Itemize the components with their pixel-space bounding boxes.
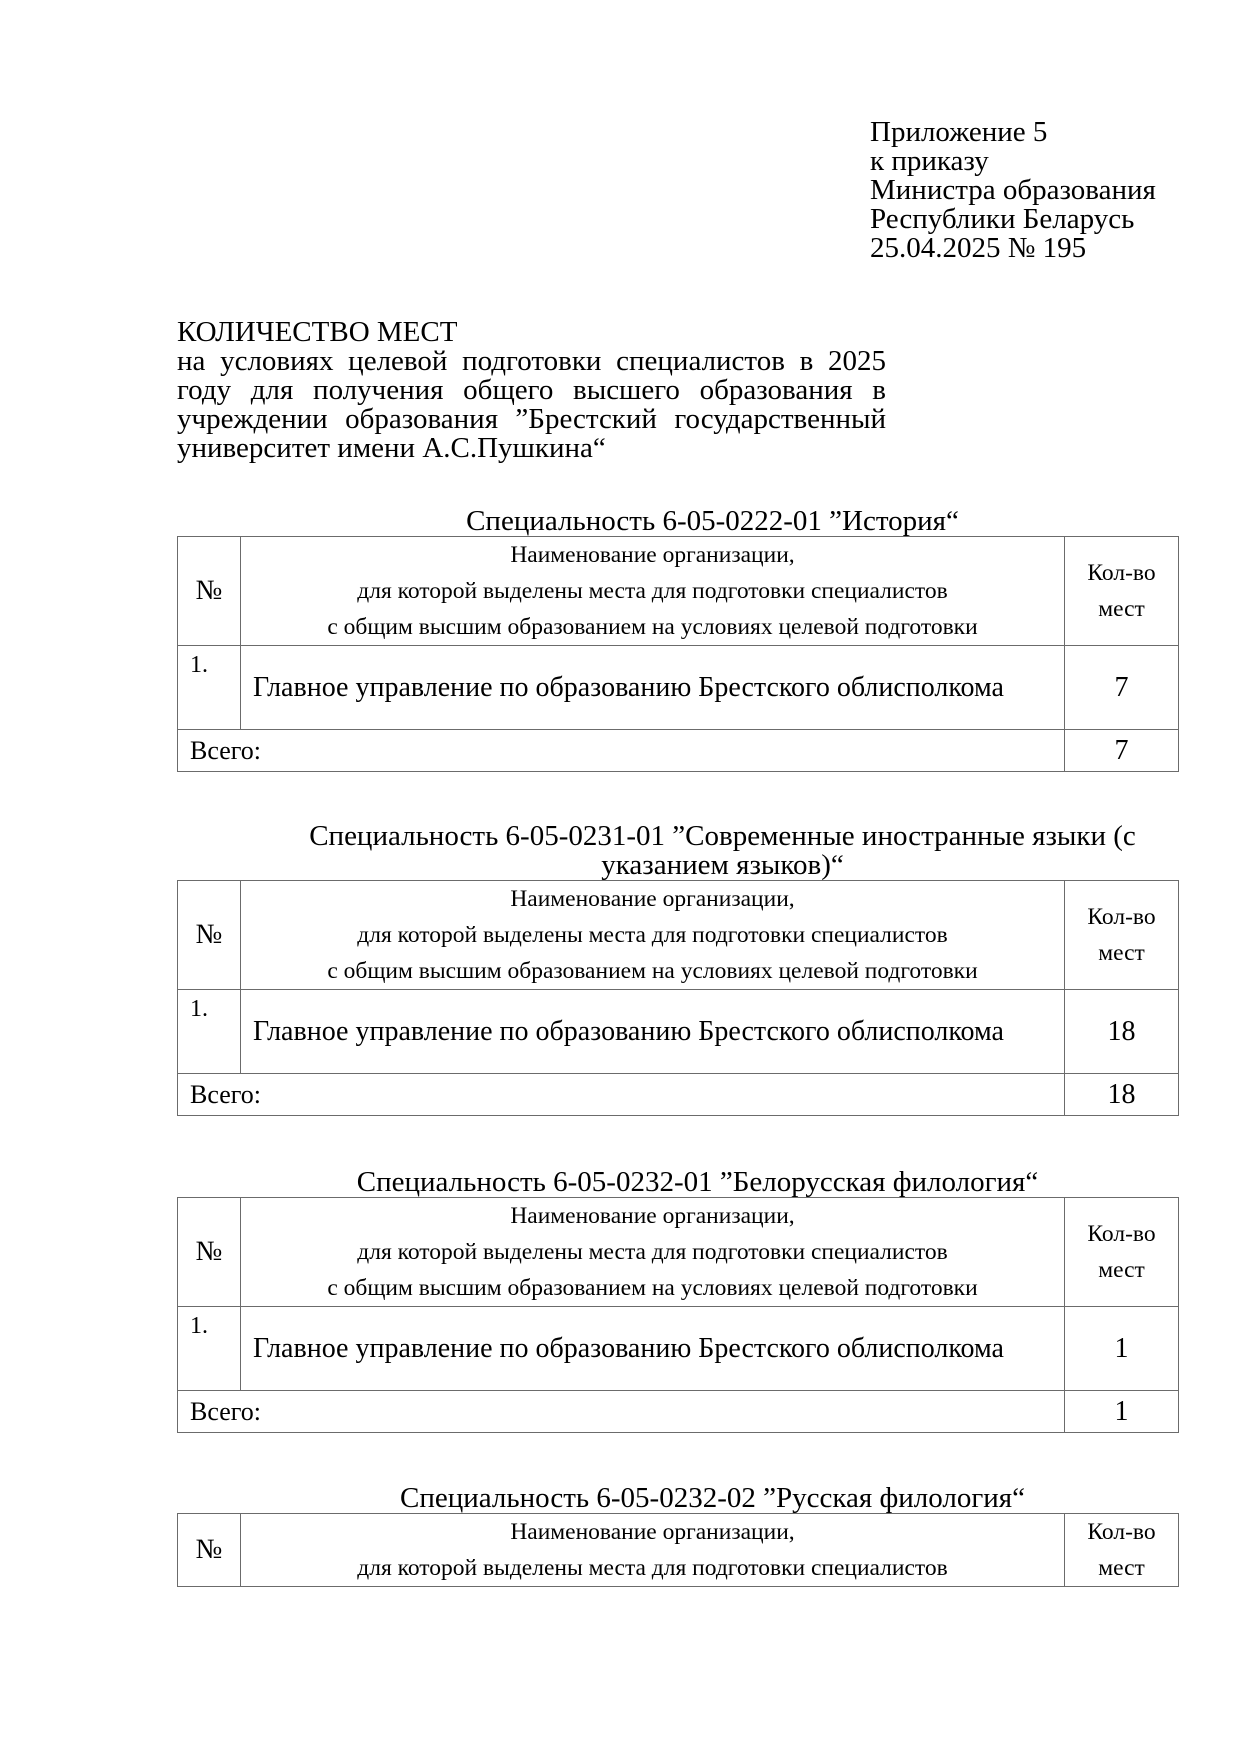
header-organization-line: Наименование организации,: [510, 1203, 795, 1229]
total-count: 7: [1065, 730, 1179, 772]
row-count: 18: [1065, 990, 1179, 1074]
total-label: Всего:: [178, 730, 1065, 772]
table-row: [178, 990, 1179, 1074]
total-row: [178, 730, 1179, 772]
total-count: 18: [1065, 1074, 1179, 1116]
header-count-line: мест: [1098, 1257, 1145, 1283]
table-row: [178, 646, 1179, 730]
header-organization: [241, 537, 1065, 646]
specialty-title: Специальность 6-05-0232-02 ”Русская филология“: [400, 1482, 1025, 1514]
header-count-line: мест: [1098, 940, 1145, 966]
header-num: №: [178, 1514, 241, 1587]
header-organization-line: Наименование организации,: [510, 1519, 795, 1545]
places-table: [177, 1513, 1179, 1587]
row-number: 1.: [178, 990, 241, 1074]
specialty-title: Специальность 6-05-0231-01 ”Современные иностранные языки (с указанием языков)“: [309, 820, 1136, 881]
title-subheading: на условиях целевой подготовки специалистов в 2025 году для получения общего высшего образования в учреждении образования ”Брестский государственный университет имени А.С.Пушкина“: [177, 345, 886, 464]
header-count-line: Кол-во: [1087, 904, 1156, 930]
header-organization-line: для которой выделены места для подготовки специалистов: [357, 578, 948, 604]
appendix-line: 25.04.2025 № 195: [870, 232, 1087, 264]
total-count: 1: [1065, 1391, 1179, 1433]
total-row: [178, 1391, 1179, 1433]
header-num: №: [178, 537, 241, 646]
header-organization-line: для которой выделены места для подготовки специалистов: [357, 1555, 948, 1581]
specialty-title: Специальность 6-05-0222-01 ”История“: [466, 505, 959, 537]
header-count-line: Кол-во: [1087, 560, 1156, 586]
specialty-section-belarusian-philology: [177, 1168, 1178, 1433]
header-organization-line: для которой выделены места для подготовки специалистов: [357, 922, 948, 948]
appendix-line: Приложение 5: [870, 116, 1048, 148]
header-count-line: мест: [1098, 596, 1145, 622]
header-organization: [241, 1514, 1065, 1587]
document-title: [177, 318, 886, 463]
places-table: [177, 536, 1179, 772]
table-row: [178, 1307, 1179, 1391]
table-header-row: [178, 1198, 1179, 1307]
header-count-line: Кол-во: [1087, 1519, 1156, 1545]
specialty-section-foreign-languages: [177, 822, 1178, 1116]
appendix-block: [870, 118, 1156, 263]
row-count: 1: [1065, 1307, 1179, 1391]
row-number: 1.: [178, 1307, 241, 1391]
specialty-title: Специальность 6-05-0232-01 ”Белорусская филология“: [356, 1166, 1039, 1198]
row-organization: Главное управление по образованию Брестского облисполкома: [241, 1307, 1065, 1391]
table-header-row: [178, 1514, 1179, 1587]
header-count-line: Кол-во: [1087, 1221, 1156, 1247]
header-num: №: [178, 881, 241, 990]
header-count: [1065, 1514, 1179, 1587]
header-count-line: мест: [1098, 1555, 1145, 1581]
row-organization: Главное управление по образованию Брестского облисполкома: [241, 990, 1065, 1074]
header-num: №: [178, 1198, 241, 1307]
header-organization-line: для которой выделены места для подготовки специалистов: [357, 1239, 948, 1265]
table-header-row: [178, 881, 1179, 990]
total-label: Всего:: [178, 1074, 1065, 1116]
header-count: [1065, 881, 1179, 990]
title-heading: КОЛИЧЕСТВО МЕСТ: [177, 316, 458, 348]
header-organization-line: с общим высшим образованием на условиях целевой подготовки: [327, 614, 978, 640]
table-header-row: [178, 537, 1179, 646]
appendix-line: Республики Беларусь: [870, 203, 1135, 235]
appendix-line: Министра образования: [870, 174, 1156, 206]
total-label: Всего:: [178, 1391, 1065, 1433]
row-organization: Главное управление по образованию Брестского облисполкома: [241, 646, 1065, 730]
places-table: [177, 880, 1179, 1116]
header-organization: [241, 881, 1065, 990]
row-count: 7: [1065, 646, 1179, 730]
header-organization: [241, 1198, 1065, 1307]
header-organization-line: Наименование организации,: [510, 542, 795, 568]
specialty-section-russian-philology: [177, 1484, 1178, 1587]
row-number: 1.: [178, 646, 241, 730]
places-table: [177, 1197, 1179, 1433]
header-count: [1065, 537, 1179, 646]
specialty-section-history: [177, 507, 1178, 772]
header-organization-line: с общим высшим образованием на условиях целевой подготовки: [327, 958, 978, 984]
header-organization-line: Наименование организации,: [510, 886, 795, 912]
header-organization-line: с общим высшим образованием на условиях целевой подготовки: [327, 1275, 978, 1301]
total-row: [178, 1074, 1179, 1116]
appendix-line: к приказу: [870, 145, 989, 177]
header-count: [1065, 1198, 1179, 1307]
